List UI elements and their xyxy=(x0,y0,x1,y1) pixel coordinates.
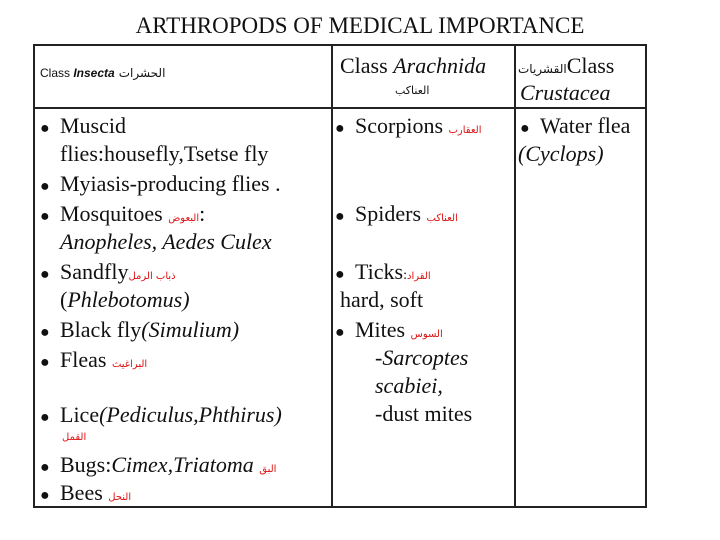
item-text: Lice xyxy=(60,402,100,427)
list-item-muscid-detail: flies:housefly,Tsetse fly xyxy=(60,141,269,166)
page-title: ARTHROPODS OF MEDICAL IMPORTANCE xyxy=(135,13,585,38)
bullet-icon: ● xyxy=(520,120,530,137)
header-crustacea-prefix: Class xyxy=(566,53,615,78)
list-item-ticks-types: hard, soft xyxy=(340,287,424,312)
list-item-cyclops: (Cyclops) xyxy=(518,141,604,166)
header-crustacea xyxy=(518,53,614,79)
list-item-sandfly-genus xyxy=(60,289,190,311)
bullet-icon: ● xyxy=(335,120,345,137)
item-genus: (Simulium) xyxy=(141,317,240,342)
list-item-lice-arabic: القمل xyxy=(62,432,87,443)
column-divider xyxy=(331,46,333,506)
item-text: Fleas xyxy=(60,347,112,372)
list-item-black-fly xyxy=(40,319,239,341)
list-item-ticks xyxy=(335,261,431,283)
header-insecta-arabic: الحشرات xyxy=(118,66,166,80)
bullet-icon: ● xyxy=(40,409,50,426)
list-item-lice xyxy=(40,404,282,426)
item-genus: Phlebotomus) xyxy=(67,287,190,312)
header-insecta-prefix: Class xyxy=(40,66,74,80)
item-arabic: السوس xyxy=(410,329,443,340)
bullet-icon: ● xyxy=(335,324,345,341)
list-item-scorpions xyxy=(335,115,482,137)
list-item-bees xyxy=(40,482,131,504)
list-item-mosquito-genera: Anopheles, Aedes Culex xyxy=(60,229,272,254)
header-arachnida-prefix: Class xyxy=(340,53,394,78)
item-arabic: البعوض xyxy=(168,213,200,224)
bullet-icon: ● xyxy=(40,459,50,476)
header-crustacea-name: Crustacea xyxy=(520,80,611,105)
bullet-icon: ● xyxy=(40,324,50,341)
item-arabic: القراد xyxy=(407,271,431,282)
item-text: Spiders xyxy=(355,201,427,226)
list-item-fleas xyxy=(40,349,147,371)
item-arabic: ذباب الرمل xyxy=(128,271,176,282)
list-item-mites-sarcoptes: -Sarcoptes xyxy=(375,345,469,370)
item-text: Mosquitoes xyxy=(60,201,169,226)
header-arachnida-name: Arachnida xyxy=(393,53,487,78)
header-arachnida xyxy=(340,53,486,79)
list-item-water-flea xyxy=(520,115,630,137)
list-item-myiasis xyxy=(40,173,281,195)
bullet-icon: ● xyxy=(40,178,50,195)
bullet-icon: ● xyxy=(40,208,50,225)
item-text: Water flea xyxy=(540,113,631,138)
list-item-mites-dust: -dust mites xyxy=(375,401,473,426)
item-text: Muscid xyxy=(60,113,126,138)
bullet-icon: ● xyxy=(40,266,50,283)
bullet-icon: ● xyxy=(40,354,50,371)
item-arabic: العقارب xyxy=(448,125,482,136)
item-text: Scorpions xyxy=(355,113,449,138)
list-item-spiders xyxy=(335,203,458,225)
item-genus: (Pediculus,Phthirus) xyxy=(99,402,282,427)
list-item-mosquitoes xyxy=(40,203,205,225)
bullet-icon: ● xyxy=(40,487,50,504)
item-text: Bugs: xyxy=(60,452,112,477)
item-arabic: النحل xyxy=(108,492,132,503)
bullet-icon: ● xyxy=(335,266,345,283)
header-insecta xyxy=(40,64,165,82)
item-colon: : xyxy=(403,268,407,283)
header-divider xyxy=(35,107,645,109)
list-item-sandfly xyxy=(40,261,176,283)
item-text: Black fly xyxy=(60,317,142,342)
item-genus: Cimex,Triatoma xyxy=(111,452,260,477)
list-item-muscid xyxy=(40,115,126,137)
list-item-bugs xyxy=(40,454,276,476)
header-arachnida-arabic: العناكب xyxy=(395,84,430,97)
item-arabic: البراغيث xyxy=(111,359,148,370)
item-arabic: البق xyxy=(259,464,277,475)
bullet-icon: ● xyxy=(335,208,345,225)
bullet-icon: ● xyxy=(40,120,50,137)
item-colon: : xyxy=(199,201,206,226)
header-insecta-name: Insecta xyxy=(73,66,115,80)
list-item-mites xyxy=(335,319,443,341)
item-arabic: العناكب xyxy=(426,213,458,224)
header-crustacea-arabic: القشريات xyxy=(518,62,567,76)
column-divider xyxy=(514,46,516,506)
item-text: Bees xyxy=(60,480,109,505)
item-text: Sandfly xyxy=(60,259,129,284)
item-paren: ( xyxy=(60,287,68,312)
list-item-mites-scabiei: scabiei, xyxy=(375,373,443,398)
item-text: Ticks xyxy=(355,259,404,284)
item-text: Mites xyxy=(355,317,411,342)
item-text: Myiasis-producing flies . xyxy=(60,171,281,196)
